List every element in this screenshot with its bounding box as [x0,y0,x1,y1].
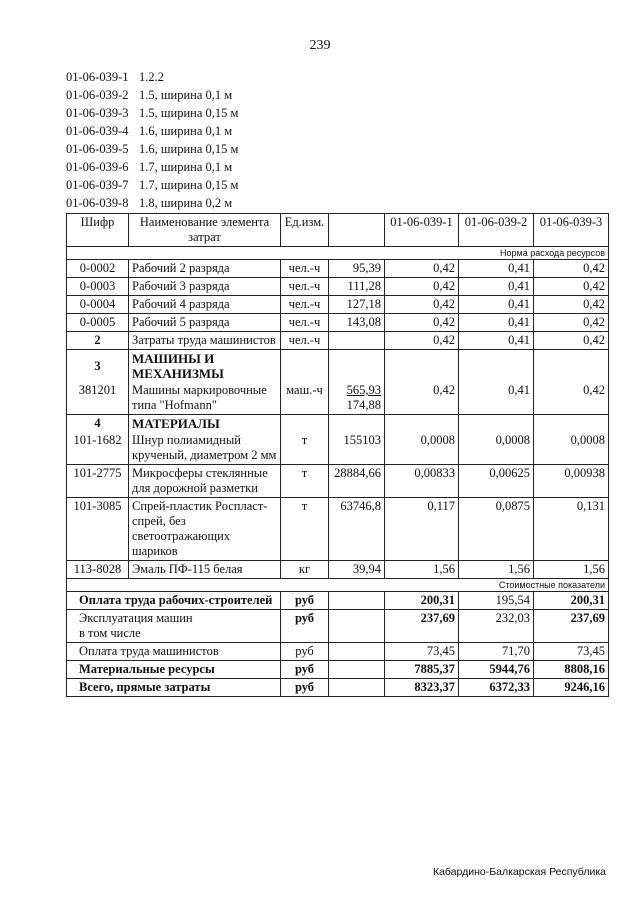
summary-row [67,679,609,697]
code-desc: 1.5, ширина 0,1 м [139,88,233,102]
summary-v2: 195,54 [459,592,534,610]
table-row [67,561,609,579]
summary-label: Материальные ресурсы [67,661,281,679]
header-name: Наименование элемента затрат [129,214,281,247]
row-v3: 0,42 [534,278,609,296]
row-v1: 0,42 [385,382,459,415]
row-v2: 0,0875 [459,498,534,561]
summary-row [67,610,609,643]
empty-cell [329,415,385,433]
row-price: 143,08 [329,314,385,332]
section-number: 3 [67,350,129,383]
row-price: 95,39 [329,260,385,278]
code-row [66,176,238,194]
summary-v1: 200,31 [385,592,459,610]
empty-cell [459,350,534,383]
row-v3: 0,131 [534,498,609,561]
summary-v2: 71,70 [459,643,534,661]
row-v1: 0,42 [385,278,459,296]
code-desc: 1.2.2 [139,70,164,84]
row-code: 0-0002 [67,260,129,278]
summary-v1: 73,45 [385,643,459,661]
price-bottom: 174,88 [346,398,381,412]
row-unit: т [281,465,329,498]
row-unit: чел.-ч [281,332,329,350]
summary-unit: руб [281,592,329,610]
row-name: Рабочий 3 разряда [129,278,281,296]
page-number: 239 [309,38,331,53]
table-row [67,498,609,561]
summary-v3: 8808,16 [534,661,609,679]
code-row [66,158,238,176]
footer-region: Кабардино-Балкарская Республика [432,866,606,878]
row-unit: маш.-ч [281,382,329,415]
summary-sub: в том числе [79,626,141,640]
row-code: 101-1682 [67,432,129,465]
row-v2: 0,41 [459,296,534,314]
code: 01-06-039-2 [66,88,129,102]
summary-unit: руб [281,610,329,643]
empty-cell [534,350,609,383]
row-v1: 0,42 [385,296,459,314]
table-row [67,314,609,332]
table-row [67,382,609,415]
summary-unit: руб [281,679,329,697]
summary-v3: 200,31 [534,592,609,610]
summary-label-cell [67,610,281,643]
section-title: МАШИНЫ И МЕХАНИЗМЫ [129,350,281,383]
section-row [67,415,609,433]
row-v1: 0,00833 [385,465,459,498]
row-v2: 0,41 [459,382,534,415]
row-code: 0-0003 [67,278,129,296]
code-row [66,104,238,122]
price-top: 565,93 [346,383,381,397]
summary-label: Оплата труда рабочих-строителей [67,592,281,610]
row-unit: чел.-ч [281,278,329,296]
row-code: 2 [67,332,129,350]
summary-v2: 6372,33 [459,679,534,697]
row-code: 381201 [67,382,129,415]
row-v2: 0,41 [459,332,534,350]
row-unit: кг [281,561,329,579]
row-code: 0-0004 [67,296,129,314]
row-name: Эмаль ПФ-115 белая [129,561,281,579]
table-row [67,332,609,350]
row-unit: т [281,432,329,465]
code-row [66,86,238,104]
row-name: Рабочий 4 разряда [129,296,281,314]
row-v1: 0,117 [385,498,459,561]
code-desc: 1.6, ширина 0,15 м [139,142,239,156]
code-row [66,140,238,158]
row-v2: 0,41 [459,260,534,278]
summary-v1: 7885,37 [385,661,459,679]
row-v1: 0,0008 [385,432,459,465]
row-name: Микросферы стеклянные для дорожной разметки [129,465,281,498]
row-name: Рабочий 2 разряда [129,260,281,278]
code-row [66,194,238,212]
row-code: 101-2775 [67,465,129,498]
code-desc: 1.5, ширина 0,15 м [139,106,239,120]
row-price: 63746,8 [329,498,385,561]
summary-unit: руб [281,643,329,661]
header-col1: 01-06-039-1 [385,214,459,247]
summary-unit: руб [281,661,329,679]
code-row [66,68,238,86]
summary-row [67,643,609,661]
row-v2: 0,41 [459,314,534,332]
row-price: 39,94 [329,561,385,579]
row-price [329,382,385,415]
empty-cell [385,415,459,433]
code: 01-06-039-8 [66,196,129,210]
code: 01-06-039-6 [66,160,129,174]
row-v2: 0,00625 [459,465,534,498]
summary-v1: 8323,37 [385,679,459,697]
summary-v2: 232,03 [459,610,534,643]
table-row [67,260,609,278]
row-v1: 0,42 [385,314,459,332]
row-code: 101-3085 [67,498,129,561]
summary-v3: 237,69 [534,610,609,643]
code: 01-06-039-7 [66,178,129,192]
summary-v3: 9246,16 [534,679,609,697]
section-number: 4 [67,415,129,433]
empty-cell [281,350,329,383]
row-price [329,332,385,350]
code-desc: 1.7, ширина 0,15 м [139,178,239,192]
header-cipher: Шифр [67,214,129,247]
norm-row [67,247,609,260]
header-col2: 01-06-039-2 [459,214,534,247]
row-code: 0-0005 [67,314,129,332]
table-header [67,214,609,247]
code-desc: 1.8, ширина 0,2 м [139,196,233,210]
empty-cell [329,643,385,661]
row-name: Спрей-пластик Роспласт-спрей, без светоотражающих шариков [129,498,281,561]
section-title: МАТЕРИАЛЫ [129,415,281,433]
empty-cell [329,592,385,610]
empty-cell [534,415,609,433]
resource-table [66,213,609,697]
code: 01-06-039-4 [66,124,129,138]
empty-cell [329,610,385,643]
table-row [67,296,609,314]
code: 01-06-039-5 [66,142,129,156]
empty-cell [329,661,385,679]
row-v1: 0,42 [385,260,459,278]
row-v1: 0,42 [385,332,459,350]
row-v2: 1,56 [459,561,534,579]
row-v3: 0,0008 [534,432,609,465]
table-row [67,465,609,498]
empty-cell [329,350,385,383]
row-name: Рабочий 5 разряда [129,314,281,332]
row-v3: 0,42 [534,260,609,278]
row-name: Машины маркировочные типа "Hofmann" [129,382,281,415]
row-v3: 0,42 [534,314,609,332]
table-row [67,278,609,296]
code: 01-06-039-1 [66,70,129,84]
row-price: 111,28 [329,278,385,296]
summary-row [67,592,609,610]
empty-cell [329,679,385,697]
code-desc: 1.6, ширина 0,1 м [139,124,233,138]
summary-label: Оплата труда машинистов [67,643,281,661]
code-row [66,122,238,140]
row-name: Шнур полиамидный крученый, диаметром 2 мм [129,432,281,465]
row-code: 113-8028 [67,561,129,579]
row-unit: чел.-ч [281,260,329,278]
code-desc: 1.7, ширина 0,1 м [139,160,233,174]
row-v2: 0,0008 [459,432,534,465]
row-price: 28884,66 [329,465,385,498]
row-name: Затраты труда машинистов [129,332,281,350]
empty-cell [281,415,329,433]
empty-cell [385,350,459,383]
cost-row [67,579,609,592]
row-price: 155103 [329,432,385,465]
summary-label: Эксплуатация машин [79,611,193,625]
norm-label: Норма расхода ресурсов [67,247,609,260]
summary-v1: 237,69 [385,610,459,643]
row-unit: чел.-ч [281,314,329,332]
summary-v3: 73,45 [534,643,609,661]
row-v3: 0,00938 [534,465,609,498]
header-unit: Ед.изм. [281,214,329,247]
header-price [329,214,385,247]
code: 01-06-039-3 [66,106,129,120]
row-v3: 0,42 [534,332,609,350]
row-v3: 0,42 [534,382,609,415]
row-unit: т [281,498,329,561]
row-v2: 0,41 [459,278,534,296]
section-row [67,350,609,383]
table-row [67,432,609,465]
code-list [66,68,238,212]
row-v3: 0,42 [534,296,609,314]
header-col3: 01-06-039-3 [534,214,609,247]
summary-label: Всего, прямые затраты [67,679,281,697]
row-v3: 1,56 [534,561,609,579]
row-unit: чел.-ч [281,296,329,314]
row-v1: 1,56 [385,561,459,579]
summary-v2: 5944,76 [459,661,534,679]
summary-row [67,661,609,679]
empty-cell [459,415,534,433]
cost-label: Стоимостные показатели [67,579,609,592]
row-price: 127,18 [329,296,385,314]
